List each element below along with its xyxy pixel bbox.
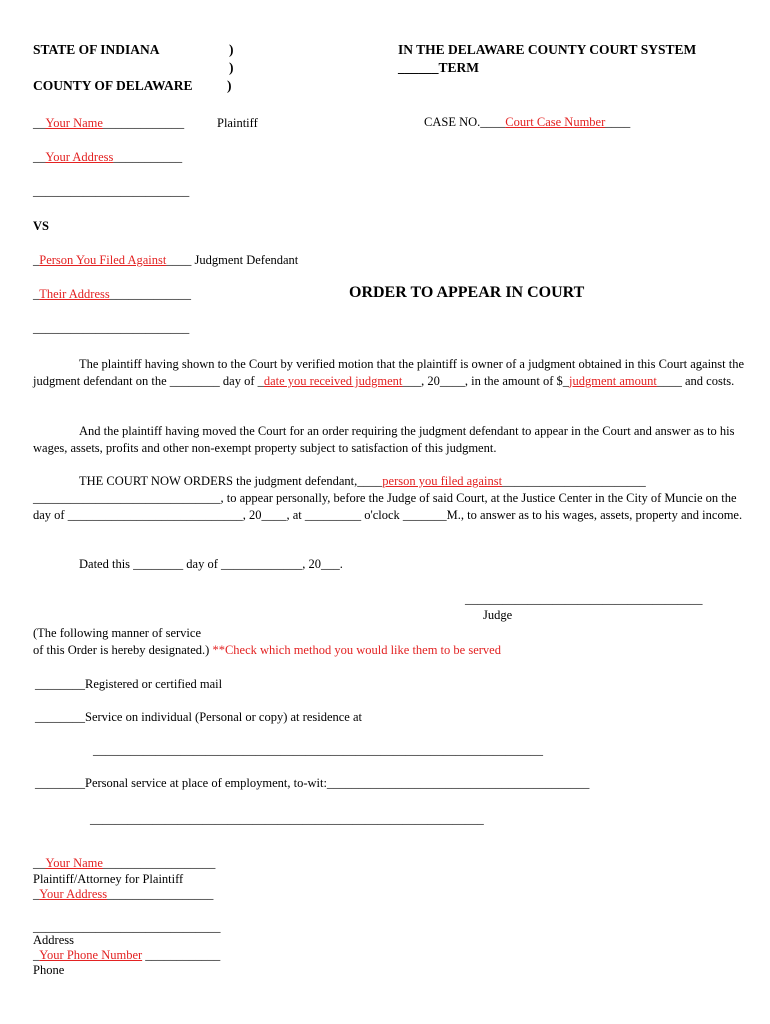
versus-label: VS [33,219,49,233]
case-number-field[interactable]: Court Case Number [505,115,606,129]
order-title: ORDER TO APPEAR IN COURT [349,284,585,301]
service-option-residence[interactable]: ________Service on individual (Personal or copy) at residence at [35,710,362,724]
paragraph-order: THE COURT NOW ORDERS the judgment defendant,____person you filed against_______________________ ______________________________, to appear personally, before the Judge of said Court, at the Justice Center in the City of Muncie on the day of ____________________________, 20____, at _________ o'clock _______M., to answer as to his wages, assets, property and income. [33,474,743,522]
signature-address-line: _Your Address_________________ [33,887,214,901]
signature-phone-line: _Your Phone Number ____________ [33,948,221,962]
state-label: STATE OF INDIANA [33,42,160,57]
service-intro-1: (The following manner of service [33,626,201,640]
service-option-mail[interactable]: ________Registered or certified mail [35,677,223,691]
employment-address-line: _______________________________________________________________ [90,812,484,826]
defendant-address-line: _Their Address_____________ [33,287,191,301]
paragraph-request: And the plaintiff having moved the Court for an order requiring the judgment defendant to appear in the Court and answer as to his wages, assets, profits and other non-exempt property subject to satisfaction of this judgment. [33,424,735,455]
caption-paren: ) [229,60,234,75]
defendant-address-field[interactable]: Their Address [39,287,110,301]
residence-address-line: ________________________________________________________________________ [93,743,543,757]
service-instruction-note: **Check which method you would like them to be served [212,643,501,657]
paragraph-motion: The plaintiff having shown to the Court by verified motion that the plaintiff is owner of a judgment obtained in this Court against the judgment defendant on the ________ day of _date you received judgment___, 20____, in the amount of $_judgment amount____ and costs. [33,357,745,388]
signature-role: Plaintiff/Attorney for Plaintiff [33,872,184,886]
signature-address-field[interactable]: Your Address [39,887,108,901]
signature-address-line2: ______________________________ [33,920,221,934]
judgment-amount-field[interactable]: judgment amount [569,374,657,388]
plaintiff-line: __Your Name_____________ [33,116,185,130]
signature-phone-field[interactable]: Your Phone Number [39,948,143,962]
signature-name-field[interactable]: Your Name [45,856,103,870]
dated-line: Dated this ________ day of _____________, 20___. [79,557,343,571]
plaintiff-name-field[interactable]: Your Name [45,116,103,130]
defendant-name-field[interactable]: Person You Filed Against [39,253,167,267]
judgment-date-field[interactable]: date you received judgment [263,374,403,388]
defendant-address-line2: _________________________ [33,321,190,335]
service-intro-2: of this Order is hereby designated.) **Check which method you would like them to be served [33,643,501,657]
caption-paren: ) [229,42,234,57]
plaintiff-address-line2: _________________________ [33,184,190,198]
caption-paren: ) [227,78,232,93]
judge-label: Judge [483,608,513,622]
plaintiff-address-line: __Your Address___________ [33,150,183,164]
address-label: Address [33,933,74,947]
phone-label: Phone [33,963,65,977]
court-term: ______TERM [398,60,479,75]
plaintiff-label: Plaintiff [217,116,258,130]
judge-signature-line: ______________________________________ [465,592,703,606]
court-name: IN THE DELAWARE COUNTY COURT SYSTEM [398,42,697,57]
plaintiff-address-field[interactable]: Your Address [45,150,114,164]
county-label: COUNTY OF DELAWARE [33,78,193,93]
defendant-name-field-2[interactable]: person you filed against [382,474,503,488]
service-option-employment[interactable]: ________Personal service at place of employment, to-wit:__________________________________________ [35,776,590,790]
case-number-line: CASE NO.____Court Case Number____ [424,115,631,129]
defendant-line: _Person You Filed Against____ Judgment Defendant [33,253,299,267]
signature-name-line: __Your Name__________________ [33,856,216,870]
